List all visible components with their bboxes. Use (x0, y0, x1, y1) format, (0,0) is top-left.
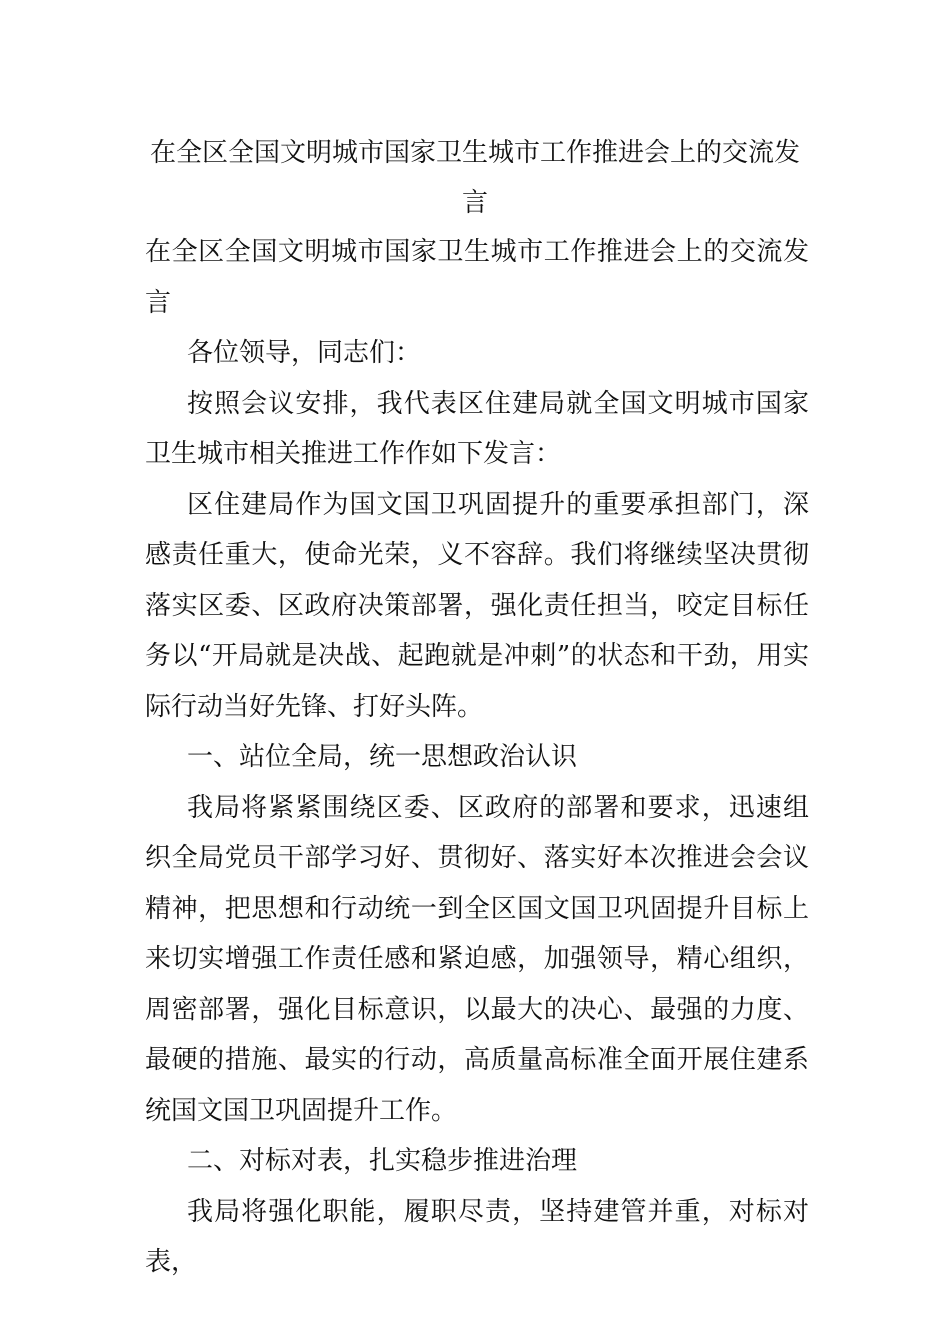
greeting: 各位领导，同志们： (187, 338, 422, 368)
paragraph-section-2: 我局将强化职能，履职尽责，坚持建管并重，对标对表， (145, 1196, 809, 1277)
document-title: 在全区全国文明城市国家卫生城市工作推进会上的交流发言 (149, 138, 800, 218)
document-body (145, 227, 809, 1288)
section-heading-2: 二、对标对表，扎实稳步推进治理 (187, 1146, 578, 1176)
subtitle: 在全区全国文明城市国家卫生城市工作推进会上的交流发言 (145, 237, 809, 318)
section-heading-1: 一、站位全局，统一思想政治认识 (187, 742, 578, 772)
paragraph-section-1: 我局将紧紧围绕区委、区政府的部署和要求，迅速组织全局党员干部学习好、贯彻好、落实好本次推进会会议精神，把思想和行动统一到全区国文国卫巩固提升目标上来切实增强工作责任感和紧迫感，加强领导，精心组织，周密部署，强化目标意识，以最大的决心、最强的力度、最硬的措施、最实的行动，高质量高标准全面开展住建系统国文国卫巩固提升工作。 (145, 792, 809, 1126)
paragraph-intro: 按照会议安排，我代表区住建局就全国文明城市国家卫生城市相关推进工作作如下发言： (145, 388, 809, 469)
paragraph-commitment: 区住建局作为国文国卫巩固提升的重要承担部门，深感责任重大，使命光荣，义不容辞。我们将继续坚决贯彻落实区委、区政府决策部署，强化责任担当，咬定目标任务以“开局就是决战、起跑就是冲刺”的状态和干劲，用实际行动当好先锋、打好头阵。 (145, 489, 809, 722)
